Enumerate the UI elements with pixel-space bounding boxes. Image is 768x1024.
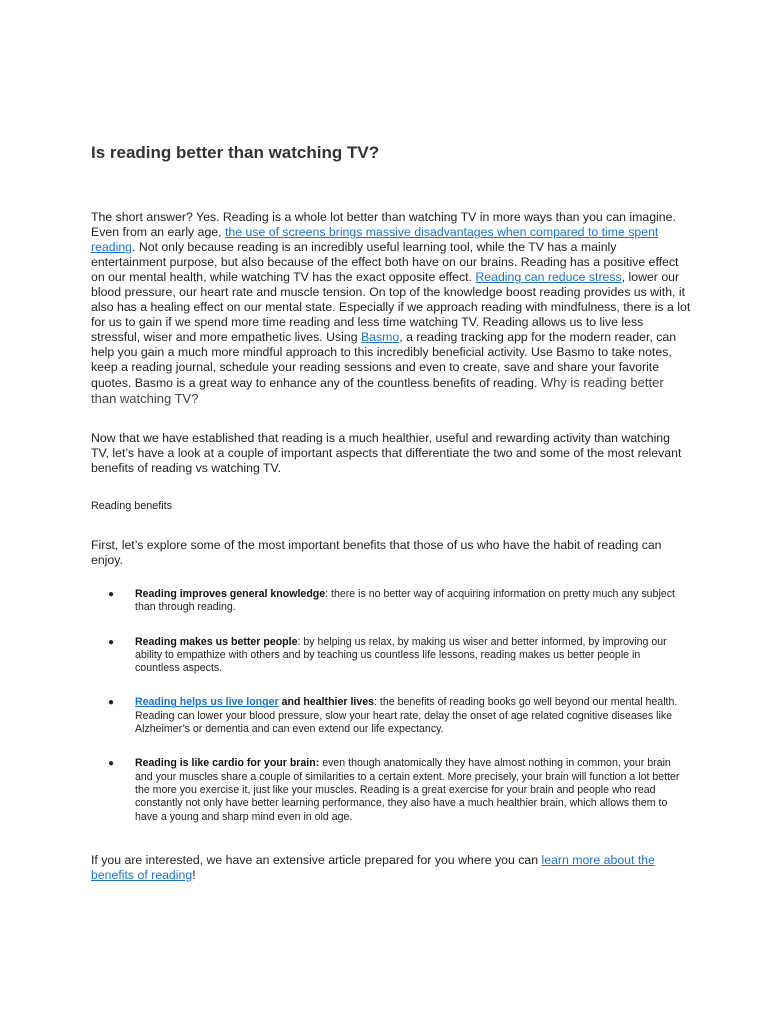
reduce-stress-link[interactable]: Reading can reduce stress bbox=[475, 270, 622, 284]
benefits-article-link[interactable]: learn more about the benefits of reading bbox=[91, 853, 655, 882]
closing-text-1: If you are interested, we have an extensive article prepared for you where you can bbox=[91, 853, 542, 867]
page-title: Is reading better than watching TV? bbox=[91, 143, 380, 162]
intro-text-3: , lower our blood pressure, our heart rate and muscle tension. On top of the knowledge boost reading provides us with, it also has a healing effect on our mental state. Especially if we approach reading with mindfulness, there is a lot for us to gain if we spend more time reading and less time watching TV. Reading allows us to live less stressful, wiser and more empathetic lives. Using bbox=[91, 270, 691, 344]
screens-disadvantages-link[interactable]: the use of screens brings massive disadvantages when compared to time spent reading bbox=[91, 225, 659, 254]
basmo-link[interactable]: Basmo bbox=[360, 330, 400, 344]
benefit-title: Reading makes us better people bbox=[135, 635, 298, 648]
comparison-paragraph: Now that we have established that reading is a much healthier, useful and rewarding activity than watching TV, let’s have a look at a couple of important aspects that differentiate the two and some of the most relevant benefits of reading vs watching TV. bbox=[91, 431, 682, 475]
intro-paragraph bbox=[91, 210, 691, 407]
closing-paragraph bbox=[91, 853, 691, 883]
bullet-icon: ● bbox=[108, 636, 115, 648]
benefit-title: Reading is like cardio for your brain: bbox=[135, 757, 320, 770]
bullet-icon: ● bbox=[108, 758, 115, 770]
list-item bbox=[91, 588, 681, 615]
benefit-text: : by helping us relax, by making us wiser and better informed, by improving our ability to empathize with others and by teaching us countless life lessons, reading makes us better people in countless aspects. bbox=[135, 635, 667, 675]
bullet-icon: ● bbox=[108, 697, 115, 709]
live-longer-link[interactable]: Reading helps us live longer bbox=[135, 696, 279, 709]
intro-text-4: , a reading tracking app for the modern reader, can help you gain a much more mindful approach to this incredibly beneficial activity. Use Basmo to take notes, keep a reading journal, schedule your reading sessions and even to create, save and share your favorite quotes. Basmo is a great way to enhance any of the countless benefits of reading. bbox=[91, 330, 677, 390]
benefit-title: and healthier lives bbox=[278, 696, 375, 709]
benefit-title: Reading improves general knowledge bbox=[135, 588, 326, 600]
benefits-intro-paragraph: First, let’s explore some of the most important benefits that those of us who have the habit of reading can enjoy. bbox=[91, 538, 662, 567]
inline-heading: Why is reading better than watching TV? bbox=[91, 375, 664, 406]
section-label: Reading benefits bbox=[91, 500, 173, 512]
intro-text-2: . Not only because reading is an incredibly useful learning tool, while the TV has a mainly entertainment purpose, but also because of the effect both have on our brains. Reading has a positive effect on our mental health, while watching TV has the exact opposite effect. bbox=[91, 240, 679, 284]
list-item bbox=[91, 696, 681, 736]
benefits-list bbox=[91, 588, 681, 824]
benefit-text: even though anatomically they have almost nothing in common, your brain and your muscles share a couple of similarities to a certain extent. More precisely, your brain will function a lot better the more you exercise it, just like your muscles. Reading is a great exercise for your brain and people who read constantly not only have better learning performance, they also have a much healthier brain, which allows them to have a young and sharp mind even in old age. bbox=[135, 757, 680, 823]
benefit-text: : there is no better way of acquiring information on pretty much any subject than through reading. bbox=[135, 588, 675, 614]
list-item bbox=[91, 636, 681, 676]
bullet-icon: ● bbox=[108, 589, 115, 600]
list-item bbox=[91, 757, 681, 823]
intro-text-1: The short answer? Yes. Reading is a whole lot better than watching TV in more ways than you can imagine. Even from an early age, bbox=[91, 210, 676, 239]
benefit-text: : the benefits of reading books go well beyond our mental health. Reading can lower your blood pressure, slow your heart rate, delay the onset of age related cognitive diseases like Alzheimer’s or dementia and can even extend our life expectancy. bbox=[135, 696, 678, 736]
closing-text-2: ! bbox=[192, 868, 196, 882]
